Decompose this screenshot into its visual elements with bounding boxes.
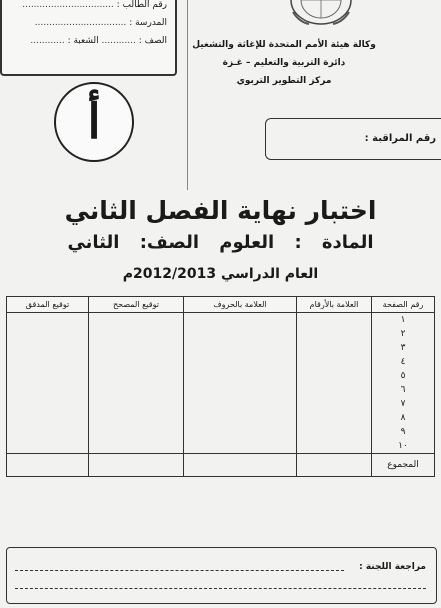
exam-version-letter: أ xyxy=(87,94,101,150)
checker-signature-cell[interactable] xyxy=(7,439,89,454)
page-number-cell: ٤ xyxy=(372,355,435,369)
class-row[interactable] xyxy=(30,36,167,46)
corrector-signature-cell[interactable] xyxy=(89,313,184,328)
grade-words-cell[interactable] xyxy=(184,425,297,439)
page-number-cell: ١ xyxy=(372,313,435,328)
checker-signature-cell[interactable] xyxy=(7,425,89,439)
table-header-row xyxy=(7,297,435,313)
grade-words-cell[interactable] xyxy=(184,383,297,397)
review-line-1[interactable] xyxy=(15,570,344,571)
class-label: الصف : xyxy=(138,36,167,46)
checker-signature-cell[interactable] xyxy=(7,327,89,341)
grade-words-cell[interactable] xyxy=(184,369,297,383)
corrector-signature-cell[interactable] xyxy=(89,327,184,341)
checker-signature-cell[interactable] xyxy=(7,355,89,369)
table-row xyxy=(7,397,435,411)
header-checker-signature: توقيع المدقق xyxy=(7,297,89,313)
grade-words-cell[interactable] xyxy=(184,439,297,454)
table-row xyxy=(7,439,435,454)
subject-grade-line: المادة : العلوم الصف: الثاني xyxy=(67,232,374,253)
page-number-cell: ٩ xyxy=(372,425,435,439)
center-name: مركز التطوير التربوي xyxy=(236,76,332,86)
corrector-signature-cell[interactable] xyxy=(89,369,184,383)
school-row[interactable] xyxy=(35,18,167,28)
checker-signature-cell[interactable] xyxy=(7,383,89,397)
header-corrector-signature: توقيع المصحح xyxy=(89,297,184,313)
grade-digits-cell[interactable] xyxy=(297,397,372,411)
corrector-signature-cell[interactable] xyxy=(89,355,184,369)
agency-name: وكالة هيئة الأمم المتحدة للإغاثة والتشغيل xyxy=(192,40,376,50)
section-field[interactable]: ............ xyxy=(30,36,65,46)
grade-digits-cell[interactable] xyxy=(297,439,372,454)
corrector-signature-cell[interactable] xyxy=(89,425,184,439)
grade-words-cell[interactable] xyxy=(184,327,297,341)
checker-signature-cell[interactable] xyxy=(7,313,89,328)
school-label: المدرسة : xyxy=(129,18,167,28)
grade-words-cell[interactable] xyxy=(184,411,297,425)
grades-table xyxy=(6,296,435,477)
table-row xyxy=(7,313,435,328)
page-number-cell: ١٠ xyxy=(372,439,435,454)
page-number-cell: ٨ xyxy=(372,411,435,425)
divider-line xyxy=(187,0,188,190)
grade-digits-cell[interactable] xyxy=(297,341,372,355)
corrector-signature-cell[interactable] xyxy=(89,397,184,411)
page-number-cell: ٧ xyxy=(372,397,435,411)
section-label: الشعبة : xyxy=(67,36,99,46)
grade-words-cell[interactable] xyxy=(184,397,297,411)
grade-digits-cell[interactable] xyxy=(297,355,372,369)
page-number-cell: ٣ xyxy=(372,341,435,355)
committee-review-label: مراجعة اللجنة : xyxy=(359,562,426,572)
corrector-signature-cell[interactable] xyxy=(89,383,184,397)
table-row xyxy=(7,369,435,383)
checker-signature-cell[interactable] xyxy=(7,397,89,411)
corrector-signature-cell[interactable] xyxy=(89,439,184,454)
grade-words-cell[interactable] xyxy=(184,341,297,355)
page-number-cell: ٢ xyxy=(372,327,435,341)
total-label-cell: المجموع xyxy=(372,454,435,477)
grade-digits-cell[interactable] xyxy=(297,383,372,397)
table-row xyxy=(7,355,435,369)
student-info-box xyxy=(0,0,177,76)
grade-digits-cell[interactable] xyxy=(297,327,372,341)
grade-digits-cell[interactable] xyxy=(297,411,372,425)
grade-words-cell[interactable] xyxy=(184,313,297,328)
grade-words-cell[interactable] xyxy=(184,355,297,369)
checker-signature-cell[interactable] xyxy=(7,341,89,355)
header-grade-words: العلامة بالحروف xyxy=(184,297,297,313)
student-number-label: رقم الطالب : xyxy=(116,0,167,10)
school-field[interactable]: ................................ xyxy=(34,18,127,28)
checker-signature-cell[interactable] xyxy=(7,369,89,383)
total-words-cell[interactable] xyxy=(184,454,297,477)
corrector-signature-cell[interactable] xyxy=(89,341,184,355)
student-number-row[interactable] xyxy=(22,0,167,10)
committee-review-box xyxy=(6,547,437,604)
un-emblem-icon xyxy=(287,0,355,26)
student-number-field[interactable]: ................................ xyxy=(22,0,114,10)
monitor-number-box[interactable] xyxy=(265,118,441,160)
checker-signature-cell[interactable] xyxy=(7,411,89,425)
header-grade-digits: العلامة بالأرقام xyxy=(297,297,372,313)
table-row xyxy=(7,425,435,439)
table-row xyxy=(7,383,435,397)
exam-title: اختبار نهاية الفصل الثاني xyxy=(64,196,377,225)
department-name: دائرة التربية والتعليم – غـزة xyxy=(222,58,346,68)
total-corrector-cell[interactable] xyxy=(89,454,184,477)
total-row xyxy=(7,454,435,477)
monitor-number-label: رقم المراقبة : xyxy=(364,133,436,144)
exam-version-circle xyxy=(54,82,134,162)
grade-digits-cell[interactable] xyxy=(297,313,372,328)
class-field[interactable]: ............ xyxy=(101,36,136,46)
review-line-2[interactable] xyxy=(15,588,426,589)
grade-digits-cell[interactable] xyxy=(297,369,372,383)
corrector-signature-cell[interactable] xyxy=(89,411,184,425)
table-row xyxy=(7,411,435,425)
total-digits-cell[interactable] xyxy=(297,454,372,477)
page-number-cell: ٥ xyxy=(372,369,435,383)
header-page-number: رقم الصفحة xyxy=(372,297,435,313)
page-number-cell: ٦ xyxy=(372,383,435,397)
total-checker-cell[interactable] xyxy=(7,454,89,477)
table-row xyxy=(7,327,435,341)
table-row xyxy=(7,341,435,355)
grade-digits-cell[interactable] xyxy=(297,425,372,439)
academic-year: العام الدراسي 2012/2013م xyxy=(122,266,319,282)
